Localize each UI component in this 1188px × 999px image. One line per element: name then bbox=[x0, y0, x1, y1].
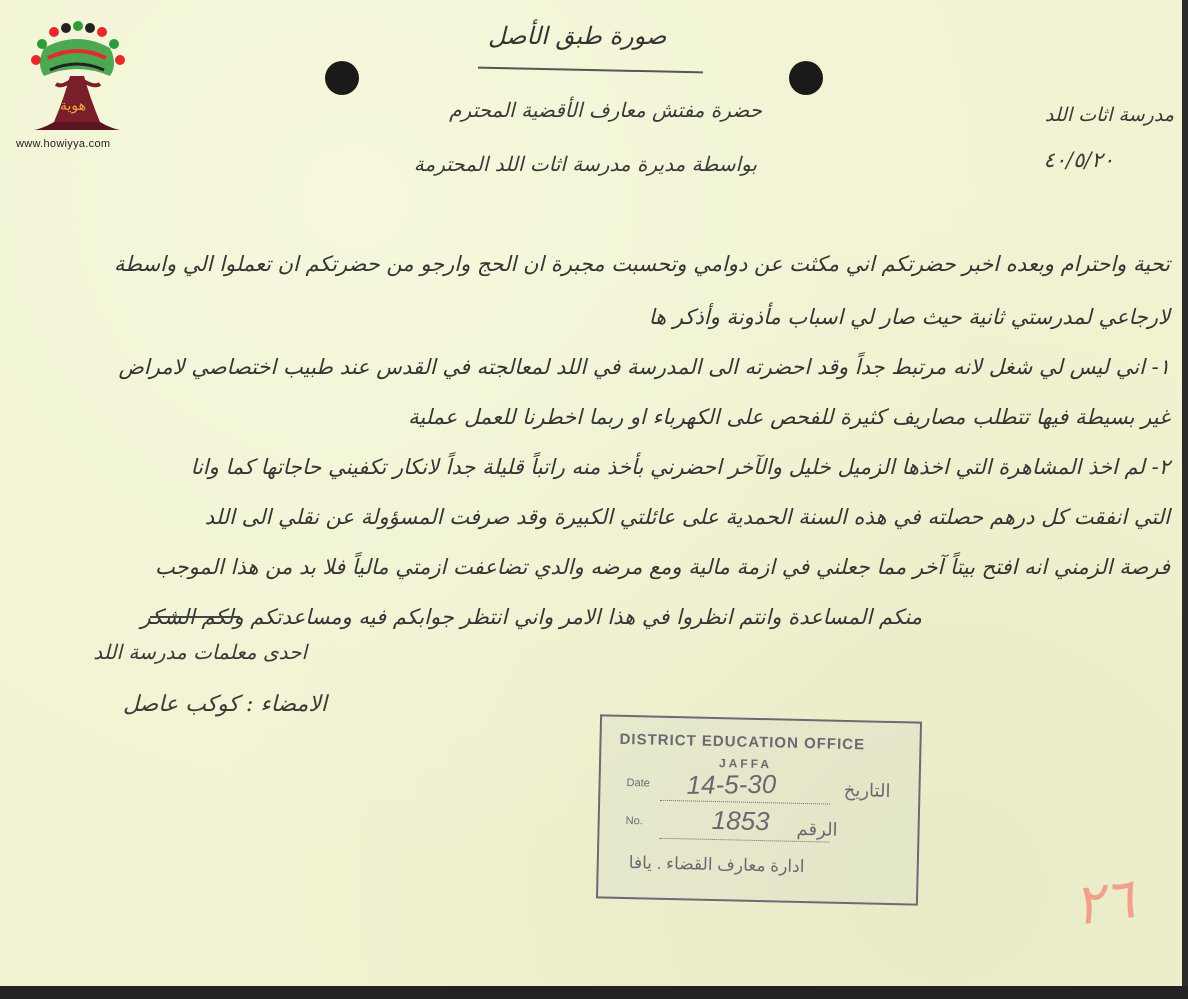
scan-edge-right bbox=[1182, 0, 1188, 999]
signature-line: الامضاء : كوكب عاصل bbox=[122, 692, 327, 717]
stamp-office-en: DISTRICT EDUCATION OFFICE bbox=[619, 730, 866, 754]
closing-flourish bbox=[150, 612, 240, 618]
punch-hole-left bbox=[325, 61, 359, 95]
body-line-8: منكم المساعدة وانتم انظروا في هذا الامر واني انتظر جوابكم فيه ومساعدتكم ولكم الشكر bbox=[140, 605, 922, 629]
stamp-date-rule bbox=[660, 800, 830, 805]
body-line-1: تحية واحترام وبعده اخبر حضرتكم اني مكثت عن دوامي وتحسبت مجبرة ان الحج وارجو من حضرتكم ان تعملوا الي واسطة bbox=[114, 252, 1170, 276]
body-line-4: غير بسيطة فيها تتطلب مصاريف كثيرة للفحص على الكهرباء او ربما اخطرنا للعمل عملية bbox=[408, 405, 1170, 429]
title-underline bbox=[478, 64, 703, 74]
stamp-date-label-ar: التاريخ bbox=[843, 779, 891, 801]
stamp-office-ar: ادارة معارف القضاء . يافا bbox=[628, 853, 805, 877]
body-line-2: لارجاعي لمدرستي ثانية حيث صار لي اسباب مأذونة وأذكر ها bbox=[648, 305, 1170, 329]
folio-number: ٢٦ bbox=[1069, 866, 1139, 939]
school-name: مدرسة اثات اللد bbox=[1044, 104, 1174, 126]
document-title: صورة طبق الأصل bbox=[488, 22, 667, 50]
logo-caption: www.howiyya.com bbox=[16, 138, 111, 150]
tree-icon bbox=[31, 21, 125, 130]
stamp-number-label-en: No. bbox=[625, 814, 643, 828]
scan-edge-bottom bbox=[0, 986, 1188, 999]
body-line-6: التي انفقت كل درهم حصلته في هذه السنة الحمدية على عائلتي الكبيرة وقد صرفت المسؤولة عن نقلي الى اللد bbox=[204, 505, 1170, 529]
stamp-city-en: JAFFA bbox=[718, 756, 773, 772]
addressee-line-2: بواسطة مديرة مدرسة اثات اللد المحترمة bbox=[413, 152, 757, 176]
stamp-number-label-ar: الرقم bbox=[796, 818, 838, 840]
stamp-number-value: 1853 bbox=[711, 804, 770, 837]
date-line: ٤٠/٥/٢٠ bbox=[1043, 148, 1114, 172]
body-line-5: ٢- لم اخذ المشاهرة التي اخذها الزميل خليل والآخر احضرني بأخذ منه راتباً قليلة جداً لانكار تكفيني حاجاتها كما وانا bbox=[190, 455, 1170, 479]
addressee-line-1: حضرة مفتش معارف الأقضية المحترم bbox=[449, 98, 762, 122]
closing-line: احدى معلمات مدرسة اللد bbox=[93, 640, 307, 664]
punch-hole-right bbox=[789, 61, 823, 95]
stamp-date-value: 14-5-30 bbox=[686, 768, 777, 800]
body-line-3: ١- اني ليس لي شغل لانه مرتبط جداً وقد احضرته الى المدرسة في اللد لمعالجته في القدس عند طبيب اختصاصي لامراض bbox=[118, 355, 1170, 379]
office-stamp bbox=[596, 714, 922, 905]
stamp-date-label-en: Date bbox=[626, 776, 650, 790]
svg-text:هوية: هوية bbox=[60, 98, 87, 114]
body-line-7: فرصة الزمني انه افتح بيتاً آخر مما جعلني في ازمة مالية ومع مرضه والدي تضاعفت ازمتي مالياً فلا بد من هذا الموجب bbox=[154, 555, 1170, 579]
howiyya-logo bbox=[14, 18, 140, 158]
